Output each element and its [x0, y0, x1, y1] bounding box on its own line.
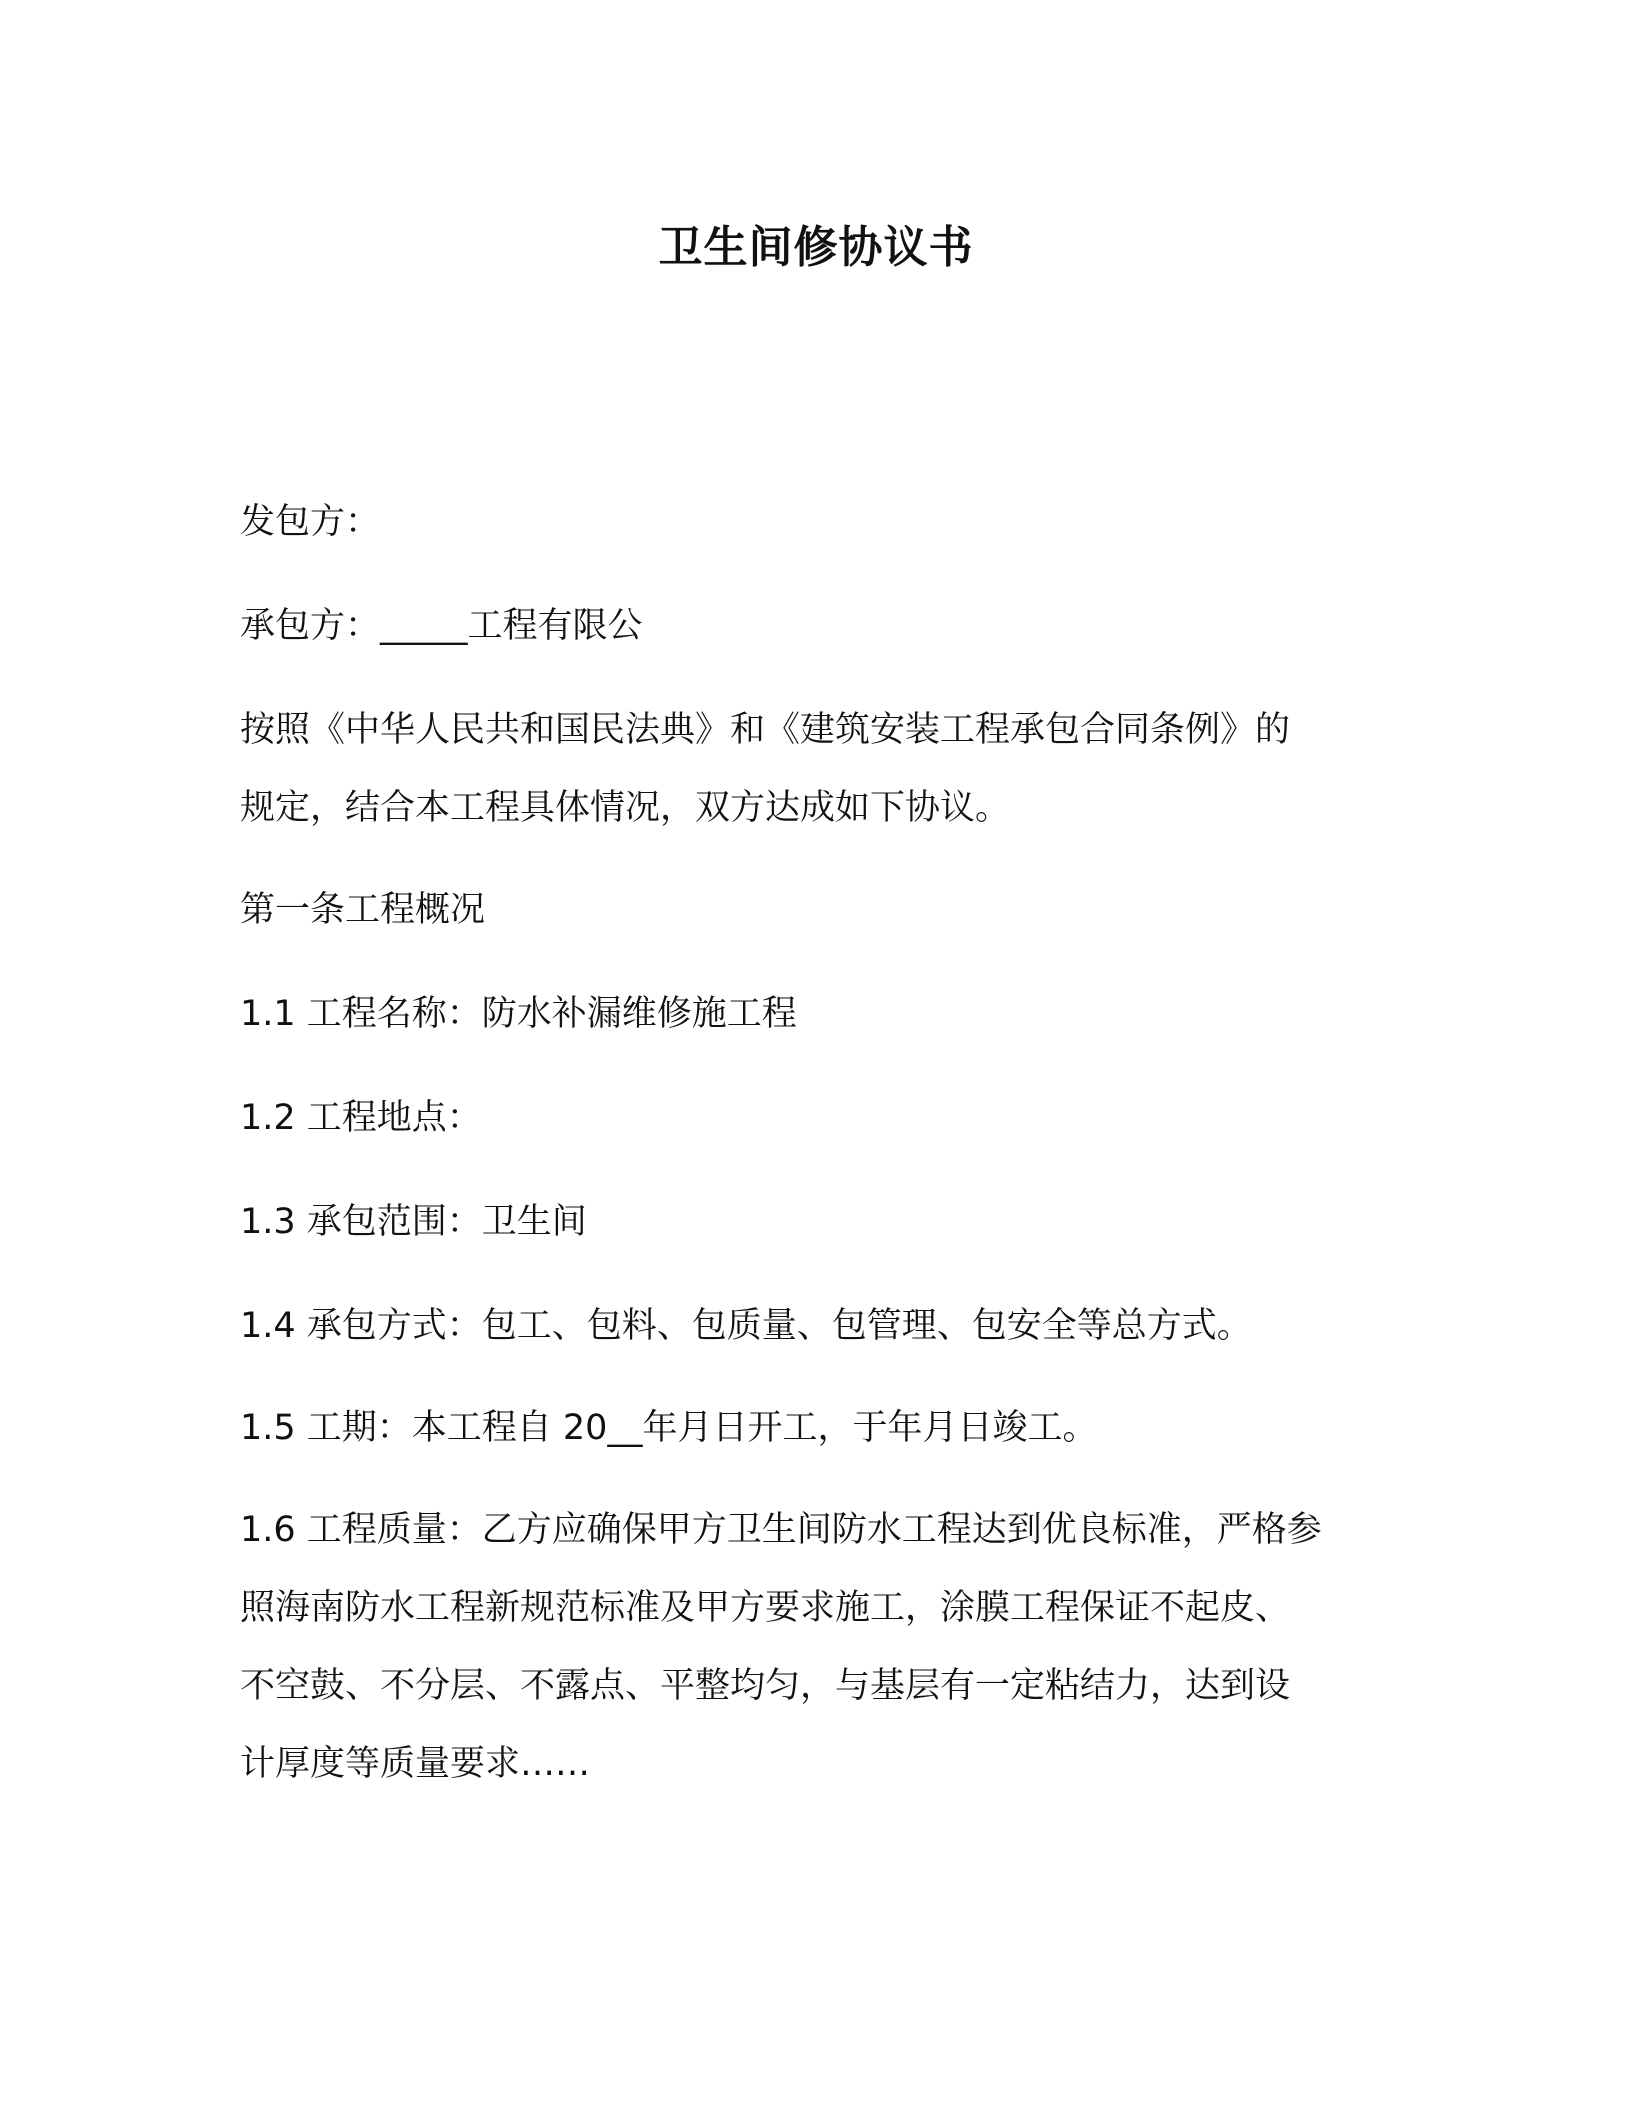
- clause-1-6-line-3: 不空鼓、不分层、不露点、平整均匀，与基层有一定粘结力，达到设: [240, 1666, 1291, 1706]
- clause-1-3: 1.3 承包范围：卫生间: [240, 1202, 587, 1242]
- clause-1-2: 1.2 工程地点：: [240, 1098, 482, 1138]
- article-1-heading: 第一条工程概况: [240, 890, 486, 930]
- preamble-line-1: 按照《中华人民共和国民法典》和《建筑安装工程承包合同条例》的: [240, 710, 1291, 750]
- party-b-line: 承包方：_____工程有限公: [240, 606, 643, 646]
- clause-1-6-line-4: 计厚度等质量要求……: [240, 1744, 591, 1784]
- clause-1-6-line-2: 照海南防水工程新规范标准及甲方要求施工，涂膜工程保证不起皮、: [240, 1588, 1291, 1628]
- clause-1-5: 1.5 工期：本工程自 20__年月日开工，于年月日竣工。: [240, 1408, 1098, 1448]
- clause-1-6-line-1: 1.6 工程质量：乙方应确保甲方卫生间防水工程达到优良标准，严格参: [240, 1510, 1322, 1550]
- party-a-line: 发包方：: [240, 502, 381, 542]
- document-title: 卫生间修协议书: [658, 222, 974, 273]
- clause-1-4: 1.4 承包方式：包工、包料、包质量、包管理、包安全等总方式。: [240, 1306, 1252, 1346]
- clause-1-1: 1.1 工程名称：防水补漏维修施工程: [240, 994, 797, 1034]
- preamble-line-2: 规定，结合本工程具体情况，双方达成如下协议。: [240, 788, 1011, 828]
